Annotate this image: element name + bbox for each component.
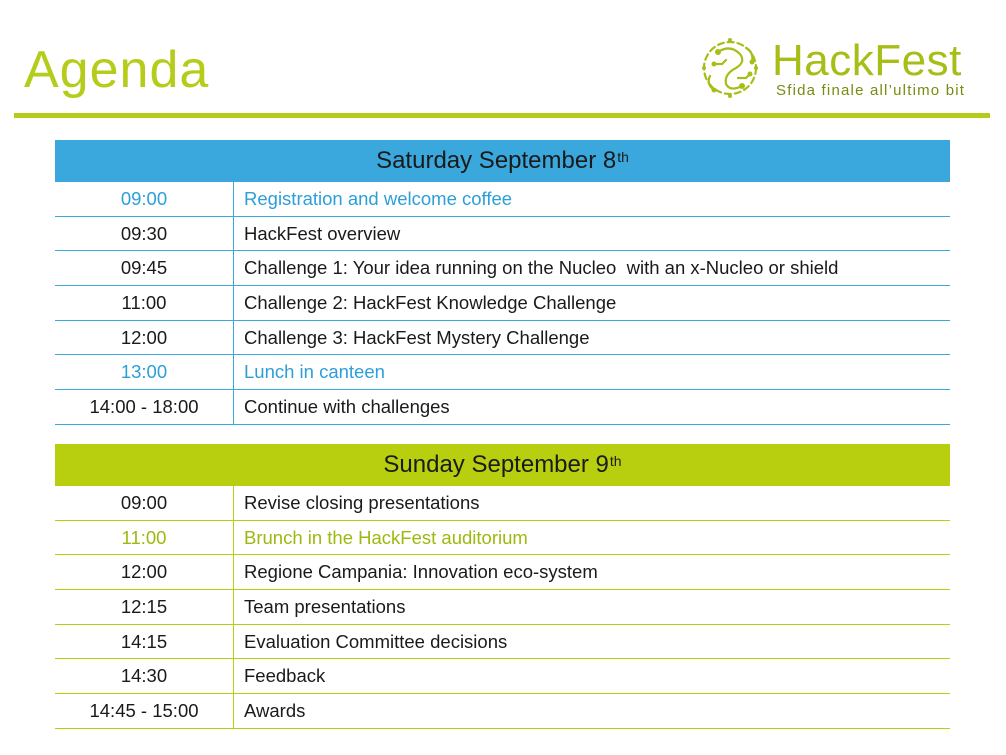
agenda-activity: Challenge 3: HackFest Mystery Challenge xyxy=(244,326,590,348)
agenda-row xyxy=(55,590,950,625)
agenda-activity: Team presentations xyxy=(244,595,406,617)
agenda-row xyxy=(55,182,950,217)
agenda-time: 14:45 - 15:00 xyxy=(55,694,234,728)
agenda-activity: Continue with challenges xyxy=(244,395,450,417)
agenda-activity: Regione Campania: Innovation eco-system xyxy=(244,561,598,583)
agenda-time: 14:15 xyxy=(55,625,234,659)
day-ordinal: th xyxy=(609,453,622,469)
agenda-row xyxy=(55,321,950,356)
agenda-row xyxy=(55,486,950,521)
agenda-row xyxy=(55,555,950,590)
agenda-time: 13:00 xyxy=(55,355,234,389)
hackfest-logo xyxy=(696,34,996,104)
agenda-activity: Feedback xyxy=(244,665,326,687)
agenda-activity: Lunch in canteen xyxy=(244,361,385,383)
day-header xyxy=(55,140,950,182)
agenda-row xyxy=(55,659,950,694)
agenda-activity: Awards xyxy=(244,699,306,721)
circuit-logo-icon xyxy=(696,34,764,102)
agenda-time: 14:30 xyxy=(55,659,234,693)
agenda-row xyxy=(55,694,950,729)
agenda-time: 14:00 - 18:00 xyxy=(55,390,234,424)
agenda-activity: Brunch in the HackFest auditorium xyxy=(244,526,528,548)
agenda-row xyxy=(55,251,950,286)
agenda-time: 12:15 xyxy=(55,590,234,624)
agenda-activity: Registration and welcome coffee xyxy=(244,187,513,209)
agenda-row xyxy=(55,217,950,252)
agenda-row xyxy=(55,521,950,556)
agenda-activity: Evaluation Committee decisions xyxy=(244,630,508,652)
agenda-time: 09:45 xyxy=(55,251,234,285)
page-title: Agenda xyxy=(24,41,210,99)
agenda-time: 09:30 xyxy=(55,217,234,251)
title-divider xyxy=(14,113,990,118)
logo-tagline: Sfida finale all’ultimo bit xyxy=(776,82,966,99)
agenda-time: 12:00 xyxy=(55,321,234,355)
day-table-saturday xyxy=(55,140,950,425)
agenda-activity: Challenge 2: HackFest Knowledge Challenge xyxy=(244,291,617,313)
agenda-time: 09:00 xyxy=(55,486,234,520)
day-header xyxy=(55,444,950,486)
agenda-time: 11:00 xyxy=(55,521,234,555)
agenda-row xyxy=(55,355,950,390)
day-label: Saturday September 8 xyxy=(376,147,617,174)
agenda-activity: HackFest overview xyxy=(244,222,401,244)
day-ordinal: th xyxy=(617,149,629,165)
day-table-sunday xyxy=(55,444,950,729)
day-label: Sunday September 9 xyxy=(383,451,609,478)
agenda-time: 11:00 xyxy=(55,286,234,320)
agenda-activity: Challenge 1: Your idea running on the Nucleo with an x-Nucleo or shield xyxy=(244,257,839,279)
agenda-time: 12:00 xyxy=(55,555,234,589)
agenda-row xyxy=(55,286,950,321)
agenda-time: 09:00 xyxy=(55,182,234,216)
agenda-rows xyxy=(55,486,950,729)
agenda-activity: Revise closing presentations xyxy=(244,491,480,513)
logo-name: HackFest xyxy=(772,36,962,85)
agenda-row xyxy=(55,390,950,425)
agenda-rows xyxy=(55,182,950,425)
agenda-row xyxy=(55,625,950,660)
